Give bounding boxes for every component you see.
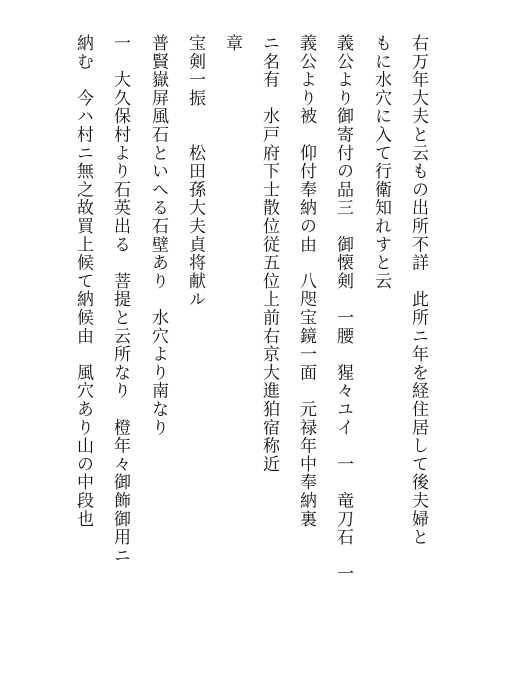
text-column-7: 宝剣一振 松田孫大夫貞将献ル [185, 34, 205, 309]
text-column-4: 義公より被 仰付奉納の由 八咫宝鏡一面 元禄年中奉納裏 [296, 34, 316, 529]
text-column-10: 納む 今ハ村ニ無之故買上候て納候由 風穴あり山の中段也 [73, 34, 93, 529]
text-column-8: 普賢嶽屏風石といへる石壁あり 水穴より南なり [148, 34, 168, 437]
text-column-9: 一 大久保村より石英出る 菩提と云所なり 橙年々御飾御用ニ [110, 34, 130, 565]
text-column-5: ニ名有 水戸府下士散位従五位上前右京大進狛宿称近 [259, 34, 279, 474]
text-column-1: 右万年大夫と云もの出所不詳 此所ニ年を経住居して後夫婦と [408, 34, 428, 547]
text-column-6: 章 [222, 34, 242, 53]
text-column-3: 義公より御寄付の品三 御懐剣 一腰 猩々ユイ 一 竜刀石 一 [333, 34, 353, 583]
text-column-2: もに水穴に入て行衛知れすと云 [371, 34, 391, 291]
